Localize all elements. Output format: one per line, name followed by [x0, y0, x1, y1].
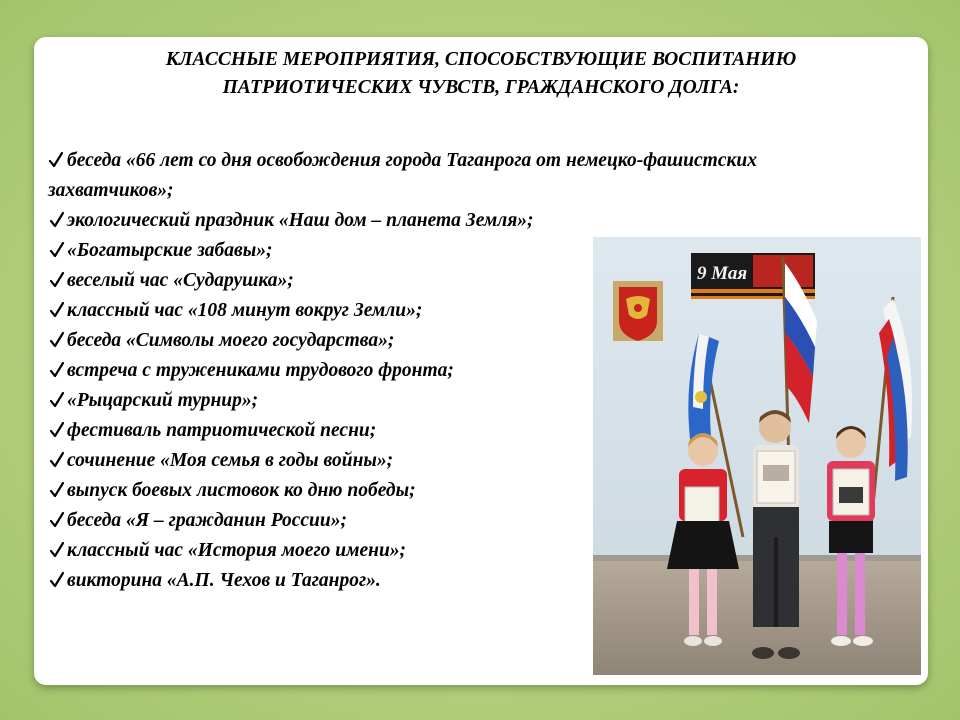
checkmark-icon	[49, 511, 65, 529]
checkmark-icon	[49, 571, 65, 589]
checkmark-icon	[49, 451, 65, 469]
slide-title-line-2: ПАТРИОТИЧЕСКИХ ЧУВСТВ, ГРАЖДАНСКОГО ДОЛГА:	[222, 77, 740, 98]
banner-text: 9 Мая	[697, 263, 748, 284]
checkmark-icon	[49, 361, 65, 379]
checkmark-icon	[49, 271, 65, 289]
class-photo	[593, 237, 921, 675]
list-item-text: «Богатырские забавы»;	[67, 240, 273, 261]
slide-title-line-1: КЛАССНЫЕ МЕРОПРИЯТИЯ, СПОСОБСТВУЮЩИЕ ВОСПИТАНИЮ	[165, 49, 797, 70]
list-item-text: беседа «Я – гражданин России»;	[67, 510, 347, 531]
checkmark-icon	[49, 421, 65, 439]
list-item-text: выпуск боевых листовок ко дню победы;	[67, 480, 416, 501]
checkmark-icon	[49, 331, 65, 349]
checkmark-icon	[49, 301, 65, 319]
list-item-text: беседа «66 лет со дня освобождения города Таганрога от немецко-фашистских захватчиков»;	[48, 150, 757, 201]
checkmark-icon	[49, 211, 65, 229]
list-item-text: встреча с тружениками трудового фронта;	[67, 360, 454, 381]
list-item-text: беседа «Символы моего государства»;	[67, 330, 395, 351]
checkmark-icon	[48, 151, 64, 169]
coat-of-arms-plaque	[613, 281, 663, 341]
list-item-text: «Рыцарский турнир»;	[67, 390, 259, 411]
checkmark-icon	[49, 391, 65, 409]
list-item-text: фестиваль патриотической песни;	[67, 420, 377, 441]
list-item-text: сочинение «Моя семья в годы войны»;	[67, 450, 394, 471]
list-item-text: викторина «А.П. Чехов и Таганрог».	[67, 570, 381, 591]
slide-title	[34, 46, 928, 102]
checkmark-icon	[49, 241, 65, 259]
list-item-text: веселый час «Сударушка»;	[67, 270, 294, 291]
list-item	[48, 146, 860, 206]
slide-card	[34, 37, 928, 685]
checkmark-icon	[49, 481, 65, 499]
list-item-text: классный час «История моего имени»;	[67, 540, 407, 561]
boy-center	[752, 410, 800, 659]
class-photo-illustration	[593, 237, 921, 675]
list-item-text: классный час «108 минут вокруг Земли»;	[67, 300, 423, 321]
list-item-text: экологический праздник «Наш дом – планета Земля»;	[67, 210, 534, 231]
list-item	[48, 206, 878, 236]
checkmark-icon	[49, 541, 65, 559]
